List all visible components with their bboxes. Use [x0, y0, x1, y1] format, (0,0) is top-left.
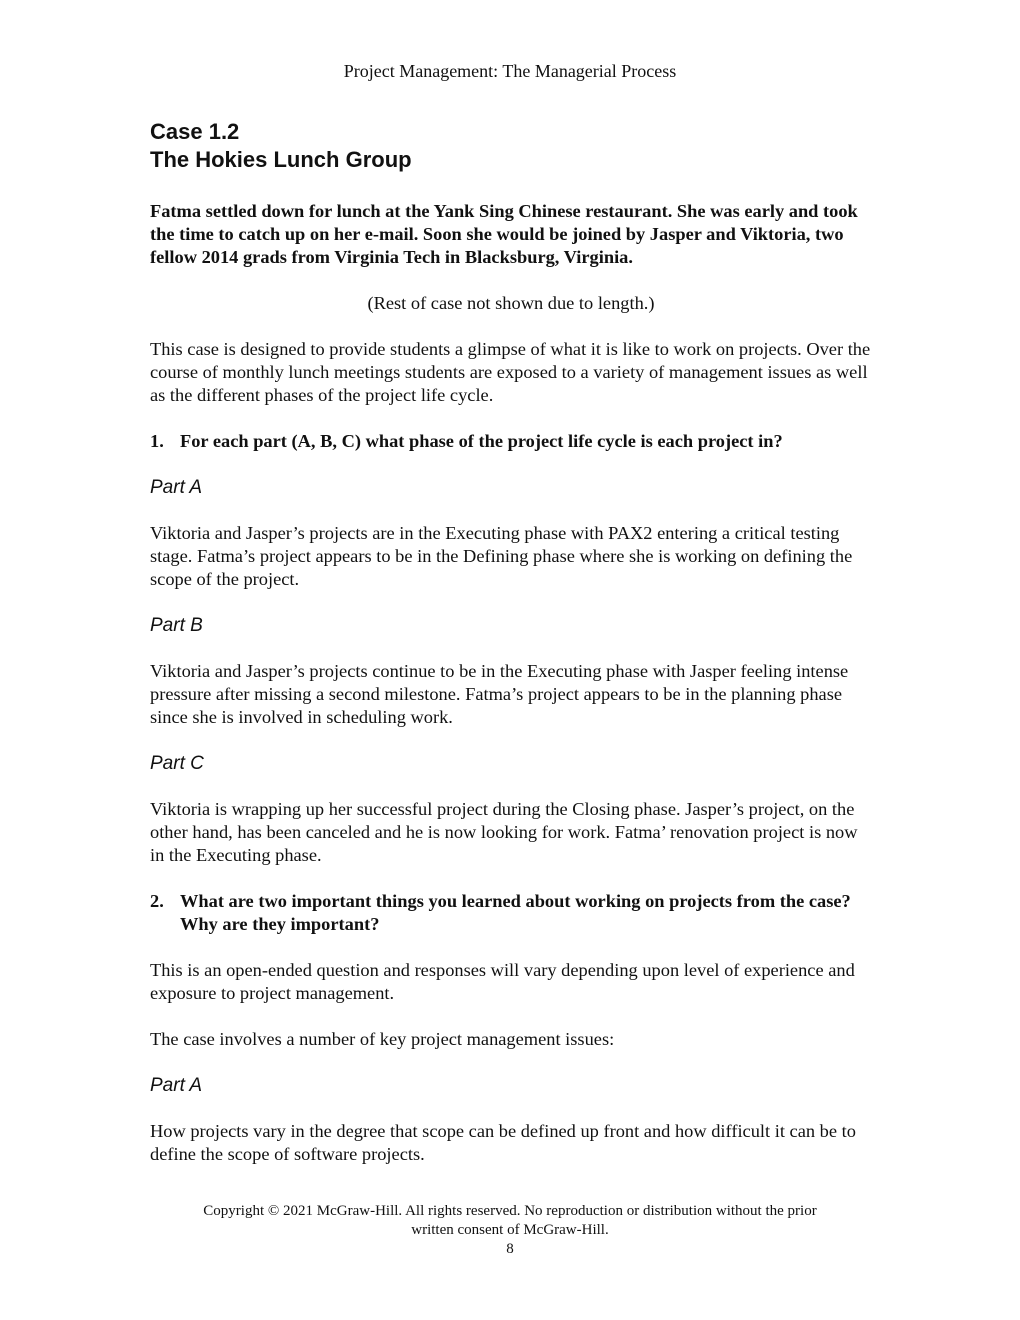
q2-part-a-label: Part A: [150, 1075, 203, 1096]
page-number: 8: [506, 1241, 514, 1257]
question-2-number: 2.: [150, 891, 164, 911]
q2-answer-intro: This is an open-ended question and responses will vary depending upon level of experience and exposure to project management.: [150, 960, 855, 1003]
page-content: [150, 118, 872, 1166]
question-1-number: 1.: [150, 431, 164, 451]
case-summary: This case is designed to provide students a glimpse of what it is like to work on projects. Over the course of monthly lunch meetings students are exposed to a variety of management issues as well as the different phases of the project life cycle.: [150, 339, 871, 405]
copyright-line-2: written consent of McGraw-Hill.: [411, 1222, 609, 1238]
question-1: [150, 430, 872, 453]
running-header: Project Management: The Managerial Process: [343, 61, 677, 81]
case-intro: Fatma settled down for lunch at the Yank Sing Chinese restaurant. She was early and took the time to catch up on her e-mail. Soon she would be joined by Jasper and Viktoria, two fellow 2014 grads from Virginia Tech in Blacksburg, Virginia.: [150, 201, 858, 267]
case-number: Case 1.2: [150, 119, 240, 144]
q1-part-c-text: Viktoria is wrapping up her successful project during the Closing phase. Jasper’s project, on the other hand, has been canceled and he is now looking for work. Fatma’ renovation project is now in the Executing phase.: [150, 799, 858, 865]
case-note: (Rest of case not shown due to length.): [367, 293, 655, 313]
q1-part-b-text: Viktoria and Jasper’s projects continue to be in the Executing phase with Jasper feeling intense pressure after missing a second milestone. Fatma’s project appears to be in the planning phase since she is involved in scheduling work.: [150, 661, 849, 727]
page-footer: [0, 1202, 1020, 1259]
question-2: [150, 890, 872, 936]
copyright-line-1: Copyright © 2021 McGraw-Hill. All rights reserved. No reproduction or distribution without the prior: [203, 1203, 817, 1219]
q1-part-c-label: Part C: [150, 753, 204, 774]
q2-part-a-text: How projects vary in the degree that scope can be defined up front and how difficult it can be to define the scope of software projects.: [150, 1121, 856, 1164]
q1-part-a-label: Part A: [150, 477, 203, 498]
case-title: The Hokies Lunch Group: [150, 147, 412, 172]
q1-part-a-text: Viktoria and Jasper’s projects are in the Executing phase with PAX2 entering a critical testing stage. Fatma’s project appears to be in the Defining phase where she is working on defining the scope of the project.: [150, 523, 853, 589]
question-1-text: For each part (A, B, C) what phase of the project life cycle is each project in?: [180, 431, 783, 451]
q2-answer-issues: The case involves a number of key project management issues:: [150, 1029, 615, 1049]
question-2-text: What are two important things you learned about working on projects from the case? Why are they important?: [180, 891, 851, 934]
q1-part-b-label: Part B: [150, 615, 203, 636]
